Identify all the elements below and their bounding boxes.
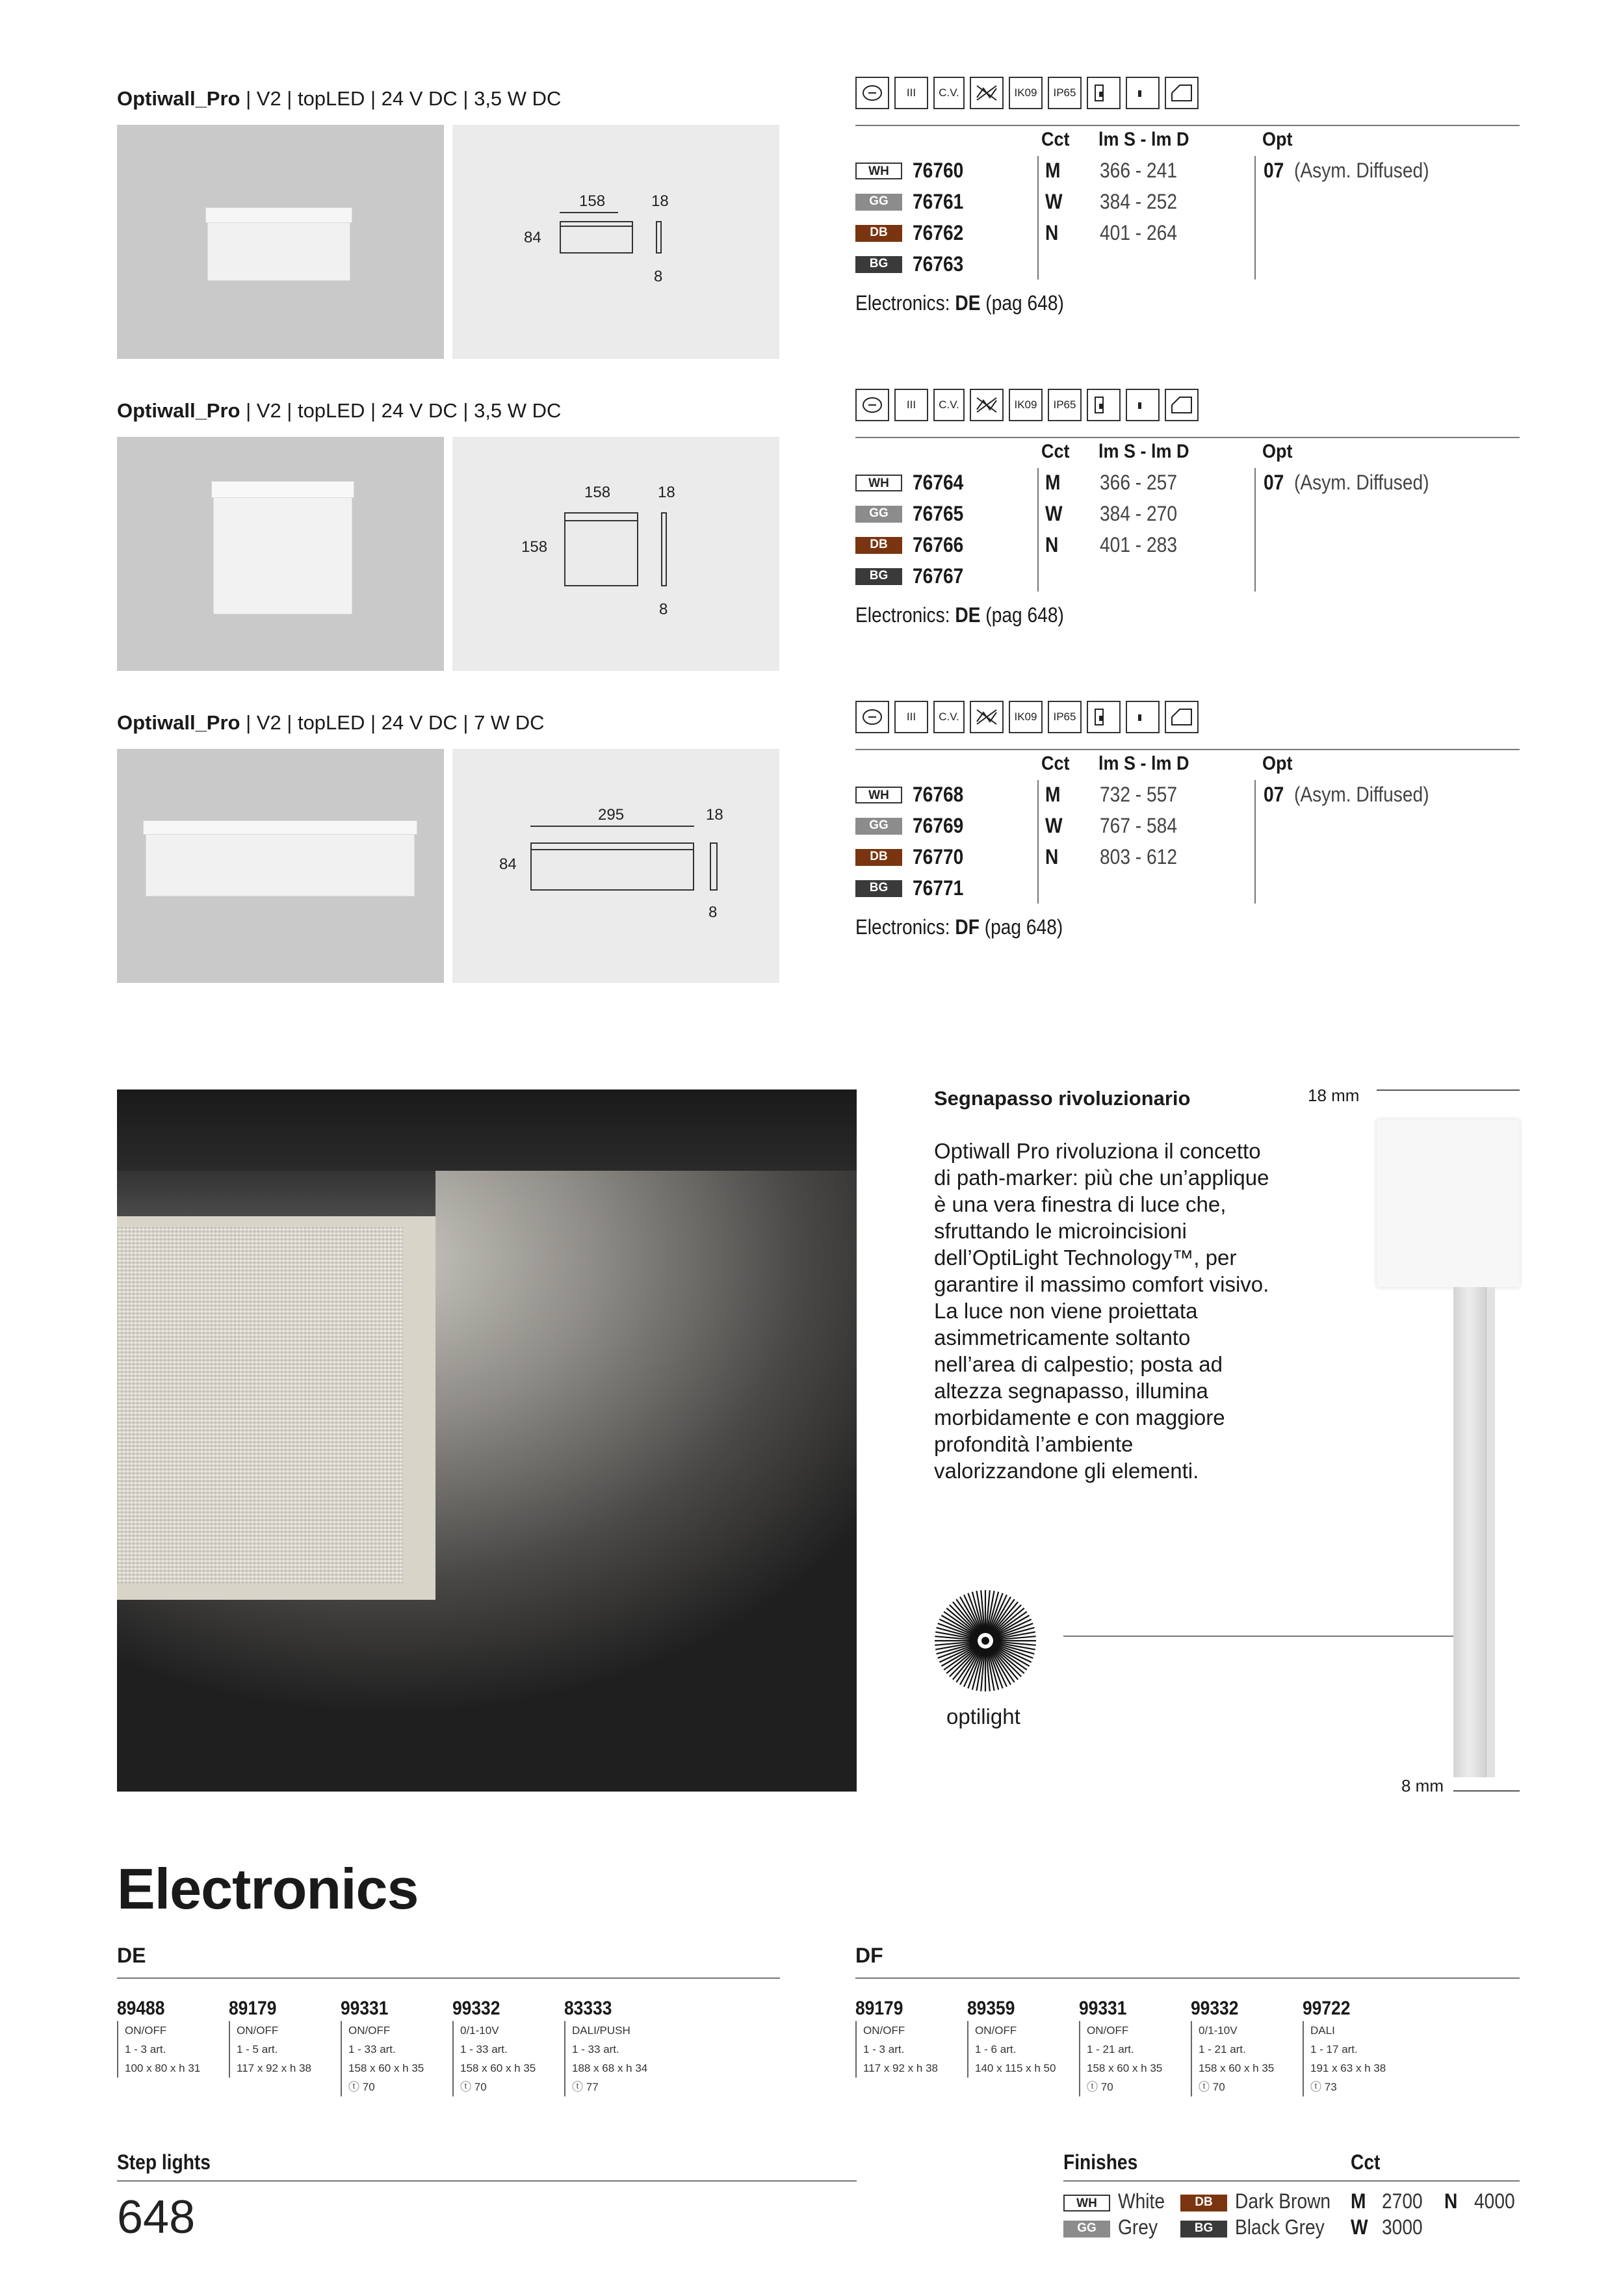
constant-voltage-icon: C.V. [933, 701, 965, 733]
finish-badge: WH [855, 163, 902, 179]
constant-voltage-icon: C.V. [933, 389, 965, 421]
dim-depth: 18 [658, 484, 675, 501]
driver-mode: ON/OFF [348, 2024, 391, 2037]
product-photo [117, 125, 444, 359]
table-row [855, 562, 1505, 591]
cct-code-m: M [1351, 2189, 1366, 2213]
driver-mode: DALI [1310, 2024, 1335, 2037]
lumen-value: 767 - 584 [1100, 814, 1177, 837]
cct-value: N [1045, 845, 1059, 868]
finish-name-dark-brown: Dark Brown [1235, 2189, 1331, 2213]
optic-desc: (Asym. Diffused) [1293, 471, 1429, 494]
depth-bottom-label: 8 mm [1401, 1776, 1444, 1795]
product-photo [117, 437, 444, 671]
wall-mount-icon [1126, 389, 1160, 421]
product-code: 76768 [913, 783, 964, 806]
lm-header: lm S - lm D [1098, 753, 1189, 774]
dimmable-icon [855, 77, 889, 109]
driver-code: 99331 [1079, 1998, 1127, 2019]
table-divider [855, 437, 1520, 438]
cct-header: Cct [1041, 753, 1070, 774]
no-insulation-icon [970, 701, 1004, 733]
driver-item[interactable] [452, 1998, 560, 2096]
driver-mode: ON/OFF [125, 2024, 167, 2037]
table-row [855, 250, 1505, 279]
driver-code: 89179 [229, 1998, 277, 2019]
table-row [855, 188, 1505, 216]
optic-code: 07 [1264, 159, 1284, 182]
cct-code-n: N [1444, 2189, 1458, 2213]
dimension-drawing [452, 125, 779, 359]
lm-header: lm S - lm D [1098, 129, 1189, 150]
wall-recessed-icon [1087, 77, 1121, 109]
cct-value: M [1045, 471, 1061, 494]
cct-value-m: 2700 [1382, 2189, 1423, 2213]
wall-recessed-icon [1087, 701, 1121, 733]
ambient-photo [117, 1089, 857, 1792]
finish-badge: GG [855, 818, 902, 835]
driver-capacity: 1 - 21 art. [1199, 2043, 1246, 2055]
driver-size: 117 x 92 x h 38 [237, 2062, 311, 2074]
driver-mode: ON/OFF [1087, 2024, 1129, 2037]
cct-value: W [1045, 814, 1063, 837]
finishes-title: Finishes [1063, 2150, 1138, 2174]
electronics-label: Electronics: [855, 915, 955, 939]
de-divider [117, 1977, 780, 1979]
driver-mode: ON/OFF [237, 2024, 279, 2037]
product-code: 76761 [913, 190, 964, 213]
df-divider [855, 1977, 1520, 1979]
electronics-code[interactable]: DF [955, 915, 980, 939]
optilight-label: optilight [946, 1704, 1020, 1729]
driver-item[interactable] [341, 1998, 448, 2096]
optic-desc: (Asym. Diffused) [1293, 159, 1429, 182]
finish-badge: GG [855, 506, 902, 523]
dim-width: 158 [584, 484, 611, 501]
optic [1264, 783, 1429, 807]
driver-ta: 70 [1100, 2081, 1113, 2093]
product-title [117, 399, 561, 423]
footer-divider-right [1063, 2180, 1520, 2182]
table-row [855, 531, 1505, 560]
finish-name-black-grey: Black Grey [1235, 2215, 1325, 2239]
driver-code: 89488 [117, 1998, 165, 2019]
dimension-drawing [452, 749, 779, 983]
lm-header: lm S - lm D [1098, 441, 1189, 462]
driver-ta: 73 [1324, 2081, 1337, 2093]
electronics-page: (pag 648) [980, 603, 1064, 627]
driver-size: 158 x 60 x h 35 [1199, 2062, 1275, 2074]
finish-badge-wh: WH [1063, 2195, 1110, 2211]
optic [1264, 471, 1429, 495]
driver-capacity: 1 - 3 art. [863, 2043, 905, 2055]
finish-badge: BG [855, 880, 902, 897]
certification-icons [855, 389, 1199, 423]
wall-mount-icon [1126, 701, 1160, 733]
product-name: Optiwall_Pro [117, 87, 240, 110]
de-heading: DE [117, 1944, 146, 1967]
product-title [117, 711, 545, 735]
optic-code: 07 [1264, 471, 1284, 494]
product-name: Optiwall_Pro [117, 711, 240, 734]
wall-recessed-icon [1087, 389, 1121, 421]
cct-value-n: 4000 [1474, 2189, 1515, 2213]
driver-ta: 70 [474, 2081, 487, 2093]
driver-capacity: 1 - 3 art. [125, 2043, 166, 2055]
driver-code: 89359 [967, 1998, 1015, 2019]
cct-header: Cct [1041, 441, 1070, 462]
dim-depth: 18 [706, 806, 723, 824]
dim-recess: 8 [654, 268, 663, 285]
df-heading: DF [855, 1944, 883, 1967]
feature-description: Optiwall Pro rivoluziona il concetto di path-marker: più che un’applique è una vera finestra di luce che, sfruttando le microincisioni dell’OptiLight Technology™, per garantire il massimo comfort visivo. La luce non viene proiettata asimmetricamente soltanto nell’area di calpestio; posta ad altezza segnapasso, illumina morbidamente e con maggiore profondità l’ambiente valorizzandone gli elementi. [934, 1139, 1269, 1483]
product-code: 76767 [913, 564, 964, 588]
driver-ta: 70 [362, 2081, 375, 2093]
table-row [855, 812, 1505, 841]
class-iii-icon: III [894, 701, 928, 733]
electronics-page: (pag 648) [980, 291, 1064, 315]
feature-title: Segnapasso rivoluzionario [934, 1087, 1191, 1110]
product-name: Optiwall_Pro [117, 399, 240, 422]
lumen-value: 732 - 557 [1100, 783, 1177, 806]
product-code: 76770 [913, 845, 964, 868]
driver-capacity: 1 - 17 art. [1310, 2043, 1358, 2055]
section-drawing [1377, 1119, 1520, 1777]
lumen-value: 401 - 264 [1100, 221, 1177, 244]
depth-top-line [1377, 1089, 1520, 1091]
finish-badge-bg: BG [1180, 2221, 1227, 2237]
electronics-ref [855, 915, 1063, 939]
driver-item[interactable] [855, 1998, 963, 2078]
optic-code: 07 [1264, 783, 1284, 806]
optic [1264, 159, 1429, 183]
driver-capacity: 1 - 21 art. [1087, 2043, 1134, 2055]
driver-size: 140 x 115 x h 50 [975, 2062, 1056, 2074]
table-row [855, 874, 1505, 903]
driver-mode: 0/1-10V [1199, 2024, 1238, 2037]
table-row [855, 219, 1505, 248]
driver-capacity: 1 - 33 art. [460, 2043, 508, 2055]
outdoor-icon [1165, 701, 1199, 733]
cct-value-w: 3000 [1382, 2215, 1423, 2239]
finish-badge-gg: GG [1063, 2221, 1110, 2237]
product-spec: | V2 | topLED | 24 V DC | 7 W DC [240, 711, 545, 734]
driver-size: 117 x 92 x h 38 [863, 2062, 938, 2074]
cct-value: M [1045, 783, 1061, 806]
electronics-code[interactable]: DE [955, 603, 981, 627]
ta-icon: ⓣ [1087, 2081, 1098, 2093]
table-row [855, 781, 1505, 809]
finish-name-white: White [1118, 2189, 1165, 2213]
ik09-icon: IK09 [1009, 77, 1043, 109]
lumen-value: 803 - 612 [1100, 845, 1177, 868]
product-code: 76771 [913, 876, 964, 900]
ik09-icon: IK09 [1009, 701, 1043, 733]
product-spec: | V2 | topLED | 24 V DC | 3,5 W DC [240, 87, 562, 110]
electronics-label: Electronics: [855, 291, 955, 315]
product-spec: | V2 | topLED | 24 V DC | 3,5 W DC [240, 399, 562, 422]
finish-badge: DB [855, 537, 902, 554]
table-row [855, 500, 1505, 528]
table-row [855, 843, 1505, 872]
electronics-page: (pag 648) [979, 915, 1063, 939]
product-code: 76763 [913, 252, 964, 276]
dim-depth: 18 [651, 192, 669, 210]
cct-value: N [1045, 533, 1059, 556]
driver-capacity: 1 - 33 art. [572, 2043, 619, 2055]
product-photo [117, 749, 444, 983]
driver-code: 99332 [452, 1998, 500, 2019]
depth-bottom-line [1453, 1790, 1520, 1792]
product-code: 76762 [913, 221, 964, 244]
ik09-icon: IK09 [1009, 389, 1043, 421]
driver-ta: 77 [586, 2081, 599, 2093]
finish-badge: BG [855, 568, 902, 585]
finish-badge: BG [855, 256, 902, 273]
dimmable-icon [855, 389, 889, 421]
dim-recess: 8 [659, 601, 668, 618]
cct-title: Cct [1351, 2150, 1381, 2174]
finish-badge: WH [855, 787, 902, 803]
driver-capacity: 1 - 5 art. [237, 2043, 278, 2055]
driver-mode: 0/1-10V [460, 2024, 499, 2037]
driver-size: 158 x 60 x h 35 [460, 2062, 536, 2074]
lumen-value: 384 - 252 [1100, 190, 1177, 213]
outdoor-icon [1165, 389, 1199, 421]
outdoor-icon [1165, 77, 1199, 109]
opt-header: Opt [1262, 129, 1293, 150]
driver-item[interactable] [1303, 1998, 1410, 2096]
ta-icon: ⓣ [1310, 2081, 1321, 2093]
product-code: 76766 [913, 533, 964, 556]
cct-value: W [1045, 190, 1063, 213]
driver-code: 83333 [564, 1998, 612, 2019]
table-row [855, 469, 1505, 497]
wall-mount-icon [1126, 77, 1160, 109]
opt-header: Opt [1262, 753, 1293, 774]
footer-divider-left [117, 2180, 857, 2182]
driver-code: 99332 [1191, 1998, 1239, 2019]
finish-name-grey: Grey [1118, 2215, 1158, 2239]
ta-icon: ⓣ [460, 2081, 471, 2093]
lumen-value: 366 - 241 [1100, 159, 1177, 182]
dimension-drawing [452, 437, 779, 671]
certification-icons [855, 701, 1199, 735]
ta-icon: ⓣ [572, 2081, 583, 2093]
finish-badge: WH [855, 475, 902, 491]
finish-badge: GG [855, 194, 902, 211]
dim-height: 84 [524, 229, 541, 246]
cct-code-w: W [1351, 2215, 1368, 2239]
driver-item[interactable] [117, 1998, 224, 2078]
dim-width: 158 [579, 192, 606, 210]
dimmable-icon [855, 701, 889, 733]
ta-icon: ⓣ [348, 2081, 359, 2093]
driver-mode: DALI/PUSH [572, 2024, 630, 2037]
section-label: Step lights [117, 2150, 211, 2174]
driver-code: 99722 [1303, 1998, 1351, 2019]
no-insulation-icon [970, 77, 1004, 109]
no-insulation-icon [970, 389, 1004, 421]
driver-item[interactable] [1191, 1998, 1298, 2096]
opt-header: Opt [1262, 441, 1293, 462]
dim-recess: 8 [708, 904, 718, 921]
driver-capacity: 1 - 33 art. [348, 2043, 396, 2055]
dim-height: 158 [521, 538, 548, 556]
electronics-ref [855, 603, 1064, 627]
table-row [855, 157, 1505, 185]
driver-mode: ON/OFF [975, 2024, 1017, 2037]
depth-top-label: 18 mm [1308, 1086, 1360, 1105]
finish-badge-db: DB [1180, 2195, 1227, 2211]
electronics-code[interactable]: DE [955, 291, 981, 315]
certification-icons [855, 77, 1199, 111]
dim-height: 84 [499, 855, 517, 873]
cct-header: Cct [1041, 129, 1070, 150]
table-divider [855, 749, 1520, 750]
dim-width: 295 [598, 806, 625, 824]
finish-badge: DB [855, 849, 902, 866]
cct-value: N [1045, 221, 1059, 244]
ta-icon: ⓣ [1199, 2081, 1210, 2093]
table-divider [855, 125, 1520, 126]
lumen-value: 401 - 283 [1100, 533, 1177, 556]
page-number: 648 [117, 2191, 196, 2243]
constant-voltage-icon: C.V. [933, 77, 965, 109]
class-iii-icon: III [894, 77, 928, 109]
electronics-ref [855, 291, 1064, 315]
driver-item[interactable] [1079, 1998, 1186, 2096]
cct-value: W [1045, 502, 1063, 525]
driver-size: 158 x 60 x h 35 [348, 2062, 424, 2074]
driver-code: 89179 [855, 1998, 903, 2019]
lumen-value: 366 - 257 [1100, 471, 1177, 494]
product-code: 76764 [913, 471, 964, 494]
driver-item[interactable] [564, 1998, 671, 2096]
driver-size: 158 x 60 x h 35 [1087, 2062, 1163, 2074]
product-title [117, 87, 561, 111]
optilight-icon [933, 1589, 1037, 1693]
driver-item[interactable] [967, 1998, 1074, 2078]
driver-size: 100 x 80 x h 31 [125, 2062, 201, 2074]
product-code: 76760 [913, 159, 964, 182]
driver-code: 99331 [341, 1998, 389, 2019]
optic-desc: (Asym. Diffused) [1293, 783, 1429, 806]
product-code: 76769 [913, 814, 964, 837]
product-code: 76765 [913, 502, 964, 525]
driver-ta: 70 [1212, 2081, 1225, 2093]
class-iii-icon: III [894, 389, 928, 421]
driver-capacity: 1 - 6 art. [975, 2043, 1017, 2055]
ip65-icon: IP65 [1048, 77, 1082, 109]
driver-mode: ON/OFF [863, 2024, 905, 2037]
electronics-label: Electronics: [855, 603, 955, 627]
electronics-title: Electronics [117, 1857, 419, 1921]
driver-size: 188 x 68 x h 34 [572, 2062, 648, 2074]
finish-badge: DB [855, 225, 902, 242]
lumen-value: 384 - 270 [1100, 502, 1177, 525]
driver-size: 191 x 63 x h 38 [1310, 2062, 1386, 2074]
ip65-icon: IP65 [1048, 701, 1082, 733]
driver-item[interactable] [229, 1998, 336, 2078]
ip65-icon: IP65 [1048, 389, 1082, 421]
cct-value: M [1045, 159, 1061, 182]
